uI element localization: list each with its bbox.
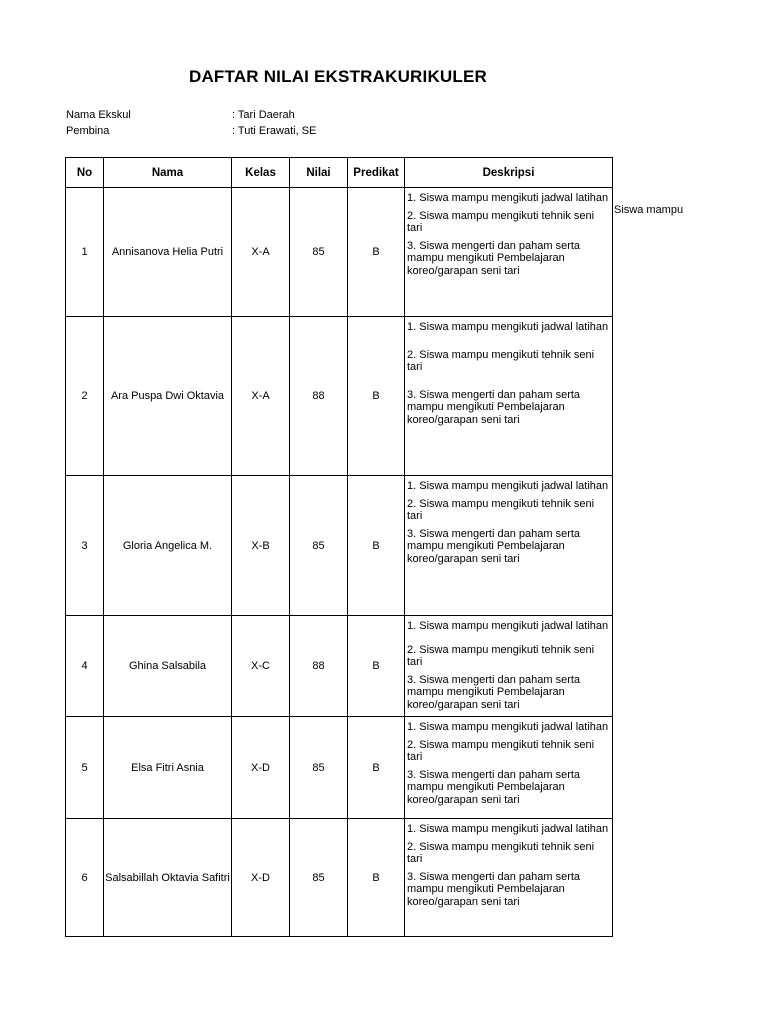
cell-nilai: 85 [290,476,348,616]
cell-deskripsi [405,819,613,937]
meta-value: : Tuti Erawati, SE [232,125,317,137]
deskripsi-item: 2. Siswa mampu mengikuti tehnik seni tari [407,497,595,522]
deskripsi-clip [407,721,610,818]
deskripsi-item: 3. Siswa mengerti dan paham serta mampu mengikuti Pembelajaran koreo/garapan seni tari [407,388,581,426]
deskripsi-item: 3. Siswa mengerti dan paham serta mampu mengikuti Pembelajaran koreo/garapan seni tari [407,673,581,711]
cell-nilai: 88 [290,317,348,476]
page-title: DAFTAR NILAI EKSTRAKURIKULER [188,67,488,86]
deskripsi-item: 1. Siswa mampu mengikuti jadwal latihan [407,620,609,632]
deskripsi-item: 1. Siswa mampu mengikuti jadwal latihan [407,721,609,733]
deskripsi-item: 1. Siswa mampu mengikuti jadwal latihan [407,480,609,492]
deskripsi-item: 2. Siswa mampu mengikuti tehnik seni tari [407,348,595,373]
cell-kelas: X-C [232,616,290,717]
header-kelas: Kelas [232,158,290,188]
table-row [66,819,613,937]
cell-nilai: 85 [290,819,348,937]
deskripsi-clip [407,620,610,716]
header-no: No [66,158,104,188]
deskripsi-item: 3. Siswa mengerti dan paham serta mampu mengikuti Pembelajaran koreo/garapan seni tari [407,768,581,806]
header-nama: Nama [104,158,232,188]
header-predikat: Predikat [348,158,405,188]
deskripsi-item: 3. Siswa mengerti dan paham serta mampu mengikuti Pembelajaran koreo/garapan seni tari [407,527,581,565]
cell-kelas: X-A [232,317,290,476]
cell-kelas: X-A [232,188,290,317]
grades-table [65,157,613,937]
cell-no: 3 [66,476,104,616]
table-row [66,476,613,616]
cell-nama: Salsabillah Oktavia Safitri [104,819,232,937]
header-nilai: Nilai [290,158,348,188]
header-deskripsi: Deskripsi [405,158,613,188]
cell-deskripsi [405,476,613,616]
meta-label: Pembina [66,125,110,137]
cell-deskripsi [405,616,613,717]
table-row [66,717,613,819]
overflow-cell-text: Siswa mampu [614,204,684,216]
cell-predikat: B [348,188,405,317]
deskripsi-item: 1. Siswa mampu mengikuti jadwal latihan [407,192,609,204]
deskripsi-item: 3. Siswa mengerti dan paham serta mampu mengikuti Pembelajaran koreo/garapan seni tari [407,870,581,908]
cell-nama: Elsa Fitri Asnia [104,717,232,819]
deskripsi-item: 2. Siswa mampu mengikuti tehnik seni tari [407,840,595,865]
meta-value: : Tari Daerah [232,109,295,121]
cell-nilai: 85 [290,717,348,819]
cell-no: 2 [66,317,104,476]
table-row [66,317,613,476]
table-row [66,616,613,717]
deskripsi-item: 2. Siswa mampu mengikuti tehnik seni tari [407,738,595,763]
deskripsi-item: 3. Siswa mengerti dan paham serta mampu mengikuti Pembelajaran koreo/garapan seni tari [407,239,581,277]
cell-kelas: X-B [232,476,290,616]
deskripsi-item: 2. Siswa mampu mengikuti tehnik seni tari [407,209,595,234]
cell-predikat: B [348,476,405,616]
deskripsi-item: 2. Siswa mampu mengikuti tehnik seni tari [407,643,595,668]
cell-nama: Ghina Salsabila [104,616,232,717]
cell-nama: Ara Puspa Dwi Oktavia [104,317,232,476]
cell-predikat: B [348,616,405,717]
cell-kelas: X-D [232,819,290,937]
cell-nama: Annisanova Helia Putri [104,188,232,317]
cell-deskripsi [405,717,613,819]
cell-nama: Gloria Angelica M. [104,476,232,616]
cell-no: 4 [66,616,104,717]
cell-nilai: 88 [290,616,348,717]
deskripsi-item: 1. Siswa mampu mengikuti jadwal latihan [407,321,609,333]
cell-kelas: X-D [232,717,290,819]
cell-predikat: B [348,717,405,819]
table-header-row [66,158,613,188]
cell-no: 1 [66,188,104,317]
cell-nilai: 85 [290,188,348,317]
cell-no: 5 [66,717,104,819]
meta-label: Nama Ekskul [66,109,131,121]
cell-deskripsi [405,188,613,317]
deskripsi-item: 1. Siswa mampu mengikuti jadwal latihan [407,823,609,835]
cell-deskripsi [405,317,613,476]
table-row [66,188,613,317]
cell-predikat: B [348,819,405,937]
cell-predikat: B [348,317,405,476]
cell-no: 6 [66,819,104,937]
